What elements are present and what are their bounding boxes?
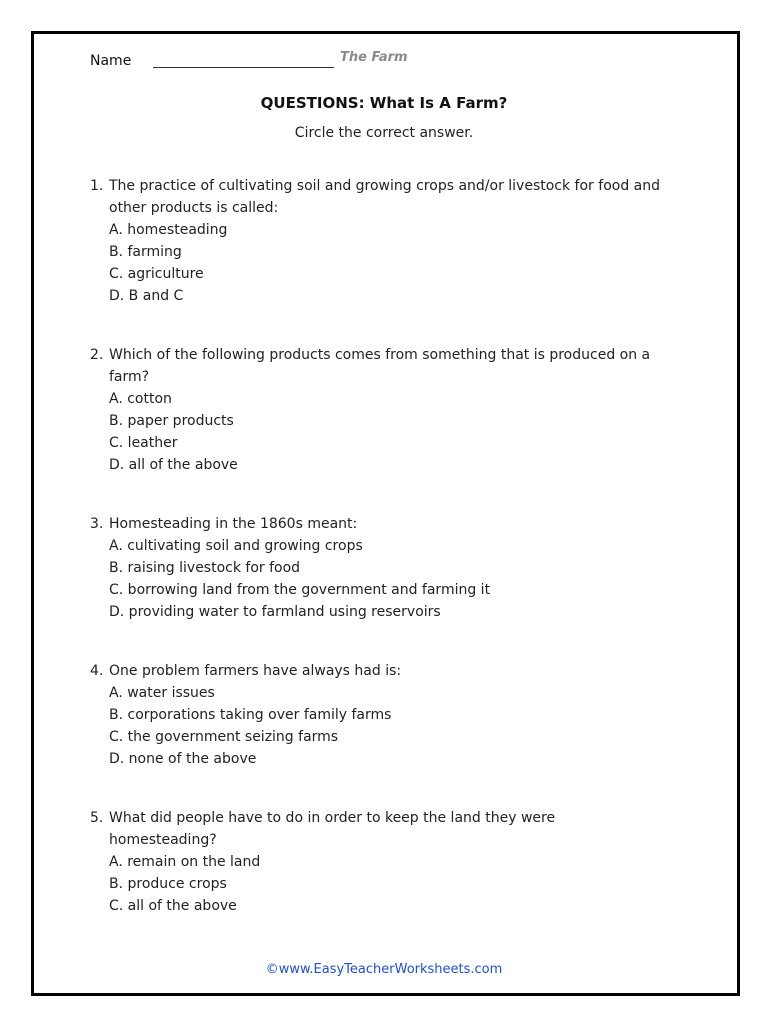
answer-options bbox=[109, 851, 610, 917]
question-4 bbox=[90, 660, 690, 770]
question-text: Which of the following products comes from something that is produced on a farm? bbox=[109, 347, 651, 385]
question-3 bbox=[90, 513, 690, 623]
answer-option[interactable]: D. none of the above bbox=[109, 751, 257, 767]
answer-option[interactable]: C. borrowing land from the government and farming it bbox=[109, 582, 491, 598]
answer-option[interactable]: A. homesteading bbox=[109, 222, 228, 238]
worksheet-topic: The Farm bbox=[340, 50, 408, 65]
worksheet-instruction: Circle the correct answer. bbox=[294, 125, 474, 141]
answer-option[interactable]: A. cultivating soil and growing crops bbox=[109, 538, 363, 554]
answer-option[interactable]: D. providing water to farmland using reservoirs bbox=[109, 604, 441, 620]
name-field-line[interactable] bbox=[153, 67, 334, 68]
question-number: 4. bbox=[90, 663, 104, 679]
question-number: 2. bbox=[90, 347, 104, 363]
answer-option[interactable]: C. agriculture bbox=[109, 266, 204, 282]
answer-options bbox=[109, 388, 690, 476]
question-number: 3. bbox=[90, 516, 104, 532]
question-number: 5. bbox=[90, 810, 104, 826]
question-5 bbox=[90, 807, 610, 917]
question-text: One problem farmers have always had is: bbox=[109, 663, 402, 679]
answer-option[interactable]: B. produce crops bbox=[109, 876, 227, 892]
question-1 bbox=[90, 175, 690, 307]
question-2 bbox=[90, 344, 690, 476]
answer-options bbox=[109, 535, 690, 623]
question-text: What did people have to do in order to keep the land they were homesteading? bbox=[109, 810, 556, 848]
question-text: The practice of cultivating soil and growing crops and/or livestock for food and other products is called: bbox=[109, 178, 660, 216]
question-text: Homesteading in the 1860s meant: bbox=[109, 516, 358, 532]
answer-option[interactable]: D. B and C bbox=[109, 288, 184, 304]
answer-option[interactable]: C. all of the above bbox=[109, 898, 237, 914]
answer-option[interactable]: C. the government seizing farms bbox=[109, 729, 339, 745]
answer-option[interactable]: C. leather bbox=[109, 435, 178, 451]
answer-option[interactable]: B. paper products bbox=[109, 413, 234, 429]
answer-option[interactable]: B. corporations taking over family farms bbox=[109, 707, 392, 723]
answer-option[interactable]: A. cotton bbox=[109, 391, 172, 407]
answer-option[interactable]: B. farming bbox=[109, 244, 182, 260]
answer-option[interactable]: D. all of the above bbox=[109, 457, 238, 473]
answer-option[interactable]: A. remain on the land bbox=[109, 854, 261, 870]
name-row bbox=[90, 48, 131, 70]
worksheet-title: QUESTIONS: What Is A Farm? bbox=[260, 94, 508, 112]
name-label: Name bbox=[90, 53, 132, 69]
answer-options bbox=[109, 682, 690, 770]
answer-options bbox=[109, 219, 690, 307]
copyright-link[interactable]: ©www.EasyTeacherWorksheets.com bbox=[265, 962, 503, 977]
answer-option[interactable]: B. raising livestock for food bbox=[109, 560, 301, 576]
question-number: 1. bbox=[90, 178, 104, 194]
answer-option[interactable]: A. water issues bbox=[109, 685, 215, 701]
